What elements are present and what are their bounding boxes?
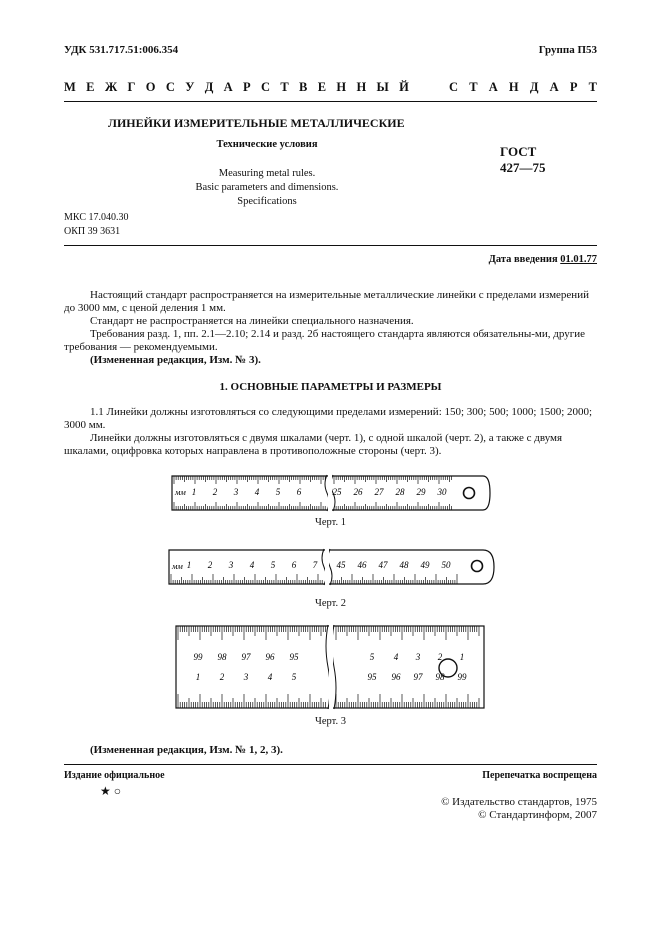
scale-number: 4 bbox=[393, 652, 399, 662]
scale-number: 5 bbox=[275, 487, 281, 497]
scale-number: 28 bbox=[395, 487, 405, 497]
gost-code: 427—75 bbox=[500, 160, 546, 175]
scale-number: 5 bbox=[270, 560, 276, 570]
scale-number: 5 bbox=[369, 652, 375, 662]
scale-number: 3 bbox=[233, 487, 239, 497]
udk-code: УДК 531.717.51:006.354 bbox=[64, 44, 179, 56]
section-text bbox=[64, 406, 597, 458]
banner-rule bbox=[64, 101, 597, 102]
english-line: Basic parameters and dimensions. bbox=[195, 182, 339, 193]
banner-letter: М bbox=[64, 80, 76, 94]
scale-number: 46 bbox=[357, 560, 367, 570]
banner-letter: С bbox=[449, 80, 459, 94]
banner-letter: А bbox=[549, 80, 559, 94]
figure-3-caption: Черт. 3 bbox=[315, 716, 346, 727]
amendment-note: (Измененная редакция, Изм. № 3). bbox=[90, 354, 261, 366]
scale-number: 99 bbox=[457, 672, 467, 682]
scale-number: 99 bbox=[193, 652, 203, 662]
hanging-hole bbox=[472, 561, 483, 572]
scale-number: 50 bbox=[441, 560, 451, 570]
figure-1-caption: Черт. 1 bbox=[315, 517, 346, 528]
gost-number bbox=[500, 144, 546, 176]
scale-number: 97 bbox=[241, 652, 251, 662]
figure-2-caption: Черт. 2 bbox=[315, 598, 346, 609]
copyright-block bbox=[441, 796, 597, 822]
banner-letter: Т bbox=[469, 80, 478, 94]
document-title: ЛИНЕЙКИ ИЗМЕРИТЕЛЬНЫЕ МЕТАЛЛИЧЕСКИЕ bbox=[108, 116, 405, 130]
ruler-unit-label: мм bbox=[175, 487, 186, 497]
scale-number: 26 bbox=[353, 487, 363, 497]
ruler-unit-label: мм bbox=[172, 561, 183, 571]
intro-paragraph: Стандарт не распространяется на линейки специального назначения. bbox=[90, 315, 414, 327]
banner-letter: Т bbox=[280, 80, 289, 94]
scale-number: 47 bbox=[378, 560, 388, 570]
ruler-figure-3 bbox=[174, 624, 488, 710]
scale-number: 4 bbox=[267, 672, 273, 682]
group-code: Группа П53 bbox=[538, 44, 597, 56]
banner-letter: У bbox=[185, 80, 195, 94]
scale-number: 30 bbox=[437, 487, 447, 497]
banner-letter: А bbox=[223, 80, 233, 94]
copyright-line: © Издательство стандартов, 1975 bbox=[441, 796, 597, 808]
header-rule bbox=[64, 245, 597, 246]
banner-letter: Ы bbox=[376, 80, 389, 94]
amendment-note-2: (Измененная редакция, Изм. № 1, 2, 3). bbox=[90, 744, 283, 756]
scale-number: 1 bbox=[186, 560, 192, 570]
scale-number: 6 bbox=[291, 560, 297, 570]
banner-letter: Д bbox=[204, 80, 214, 94]
scale-number: 27 bbox=[374, 487, 384, 497]
banner-letter: Д bbox=[529, 80, 539, 94]
scale-number: 29 bbox=[416, 487, 426, 497]
gost-label: ГОСТ bbox=[500, 144, 537, 159]
scale-number: 3 bbox=[415, 652, 421, 662]
banner-letter: Е bbox=[86, 80, 95, 94]
scale-number: 98 bbox=[435, 672, 445, 682]
banner-letter: Т bbox=[588, 80, 597, 94]
scale-number: 95 bbox=[289, 652, 299, 662]
scale-number: 7 bbox=[312, 560, 318, 570]
reprint-notice: Перепечатка воспрещена bbox=[482, 770, 597, 781]
section-heading: 1. ОСНОВНЫЕ ПАРАМЕТРЫ И РАЗМЕРЫ bbox=[219, 381, 442, 393]
intro-date-value: 01.01.77 bbox=[560, 254, 597, 265]
banner-letter: Н bbox=[356, 80, 367, 94]
banner-letter: Н bbox=[336, 80, 347, 94]
intro-date-label: Дата введения bbox=[488, 254, 561, 265]
hanging-hole bbox=[464, 488, 475, 499]
ruler-figure-2 bbox=[167, 548, 497, 586]
intro-paragraph: Требования разд. 1, пп. 2.1—2.10; 2.14 и разд. 2б настоящего стандарта являются обязательны-ми, другие требования — рекомендуемыми. bbox=[64, 328, 586, 353]
okp-code: ОКП 39 3631 bbox=[64, 226, 121, 237]
scale-number: 97 bbox=[413, 672, 423, 682]
banner-letter: С bbox=[261, 80, 271, 94]
scale-number: 95 bbox=[367, 672, 377, 682]
english-line: Measuring metal rules. bbox=[218, 168, 316, 179]
intro-date bbox=[489, 254, 597, 265]
scale-number: 6 bbox=[296, 487, 302, 497]
copyright-line: © Стандартинформ, 2007 bbox=[478, 809, 597, 821]
clause-1-1-cont: Линейки должны изготовляться с двумя шкалами (черт. 1), с одной шкалой (черт. 2), а также с двумя шкалами, оцифровка которых направлена в противоположные стороны (черт. 3). bbox=[64, 432, 563, 457]
standard-banner bbox=[64, 80, 597, 95]
scale-number: 2 bbox=[219, 672, 225, 682]
scale-number: 25 bbox=[332, 487, 342, 497]
english-title bbox=[172, 167, 362, 209]
ruler-figure-1 bbox=[170, 474, 492, 512]
banner-letter: Й bbox=[399, 80, 409, 94]
scale-number: 5 bbox=[291, 672, 297, 682]
banner-letter: О bbox=[145, 80, 156, 94]
banner-letter: Г bbox=[127, 80, 136, 94]
scale-number: 2 bbox=[437, 652, 443, 662]
banner-letter: Ж bbox=[104, 80, 118, 94]
scale-number: 1 bbox=[191, 487, 197, 497]
mks-code: МКС 17.040.30 bbox=[64, 212, 129, 223]
banner-right-word bbox=[449, 80, 597, 95]
footer-rule bbox=[64, 764, 597, 765]
banner-letter: Р bbox=[569, 80, 578, 94]
scale-number: 4 bbox=[249, 560, 255, 570]
scale-number: 45 bbox=[336, 560, 346, 570]
document-subtitle: Технические условия bbox=[216, 139, 318, 150]
banner-letter: А bbox=[488, 80, 498, 94]
banner-letter: Н bbox=[508, 80, 519, 94]
banner-letter: Е bbox=[317, 80, 327, 94]
scale-number: 3 bbox=[243, 672, 249, 682]
official-edition: Издание официальное bbox=[64, 770, 165, 781]
scale-number: 96 bbox=[391, 672, 401, 682]
banner-letter: Р bbox=[243, 80, 251, 94]
scale-number: 2 bbox=[207, 560, 213, 570]
banner-letter: В bbox=[299, 80, 308, 94]
scale-number: 1 bbox=[195, 672, 201, 682]
edition-marks: ★ ○ bbox=[100, 784, 122, 798]
banner-left-word bbox=[64, 80, 409, 95]
intro-paragraph: Настоящий стандарт распространяется на измерительные металлические линейки с пределами измерений до 3000 мм, с ценой деления 1 мм. bbox=[64, 289, 589, 314]
banner-letter: С bbox=[165, 80, 175, 94]
scale-number: 49 bbox=[420, 560, 430, 570]
intro-text bbox=[64, 289, 597, 367]
scale-number: 98 bbox=[217, 652, 227, 662]
scale-number: 96 bbox=[265, 652, 275, 662]
scale-number: 1 bbox=[459, 652, 465, 662]
hanging-hole bbox=[439, 659, 457, 677]
scale-number: 3 bbox=[228, 560, 234, 570]
scale-number: 2 bbox=[212, 487, 218, 497]
clause-1-1: 1.1 Линейки должны изготовляться со следующими пределами измерений: 150; 300; 500; 1000; 1500; 2000; 3000 мм. bbox=[64, 406, 593, 431]
english-line: Specifications bbox=[237, 196, 297, 207]
classification-codes bbox=[64, 211, 128, 239]
scale-number: 4 bbox=[254, 487, 260, 497]
scale-number: 48 bbox=[399, 560, 409, 570]
